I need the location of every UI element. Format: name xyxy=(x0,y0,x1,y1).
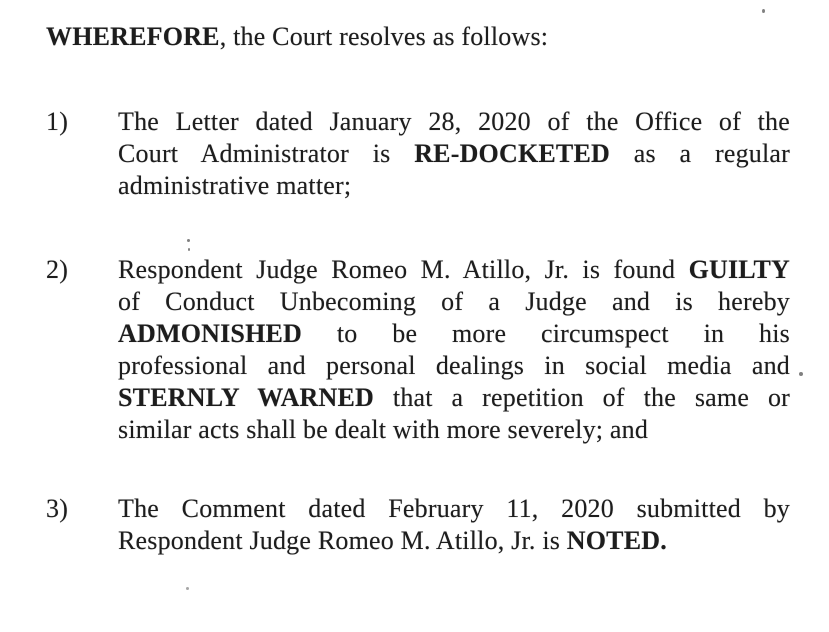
text-run: Court Administrator is xyxy=(118,139,415,168)
scan-speck xyxy=(762,9,765,13)
text-line xyxy=(118,106,790,138)
text-run: Respondent Judge Romeo M. Atillo, Jr. is xyxy=(118,526,567,555)
emphasis-text: RE-DOCKETED xyxy=(414,139,610,168)
scan-speck xyxy=(188,248,190,251)
text-run: The Comment dated February 11, 2020 submitted by xyxy=(118,494,790,523)
emphasis-text: GUILTY xyxy=(688,255,790,284)
text-line xyxy=(118,138,790,170)
resolution-item xyxy=(46,493,790,557)
scan-speck xyxy=(186,587,189,590)
text-line xyxy=(118,286,790,318)
item-body xyxy=(118,493,790,557)
item-body xyxy=(118,254,790,446)
item-number: 3) xyxy=(46,494,69,523)
text-line xyxy=(118,493,790,525)
text-line xyxy=(118,254,790,286)
emphasis-text: STERNLY WARNED xyxy=(118,383,375,412)
resolution-item xyxy=(46,254,790,446)
text-run: that a repetition of the same or xyxy=(374,383,790,412)
text-run: professional and personal dealings in social media and xyxy=(118,351,790,380)
scan-speck xyxy=(187,239,190,242)
item-number: 1) xyxy=(46,107,69,136)
text-line xyxy=(118,382,790,414)
text-run: administrative matter; xyxy=(118,171,352,200)
emphasis-text: NOTED. xyxy=(566,526,667,555)
text-run: The Letter dated January 28, 2020 of the Office of the xyxy=(118,107,790,136)
emphasis-text: WHEREFORE xyxy=(46,22,220,51)
scan-speck xyxy=(799,372,803,376)
text-line xyxy=(118,414,790,446)
text-line xyxy=(118,170,790,202)
text-run: Respondent Judge Romeo M. Atillo, Jr. is found xyxy=(118,255,689,284)
resolution-item xyxy=(46,106,790,202)
text-line xyxy=(118,318,790,350)
item-number: 2) xyxy=(46,255,69,284)
text-run: , the Court resolves as follows: xyxy=(219,22,549,51)
text-run: similar acts shall be dealt with more severely; and xyxy=(118,415,649,444)
emphasis-text: ADMONISHED xyxy=(118,319,303,348)
text-run: to be more circumspect in his xyxy=(302,319,790,348)
text-run: as a regular xyxy=(609,139,790,168)
text-run: of Conduct Unbecoming of a Judge and is hereby xyxy=(118,287,790,316)
text-line xyxy=(118,525,790,557)
text-line xyxy=(118,350,790,382)
item-body xyxy=(118,106,790,202)
